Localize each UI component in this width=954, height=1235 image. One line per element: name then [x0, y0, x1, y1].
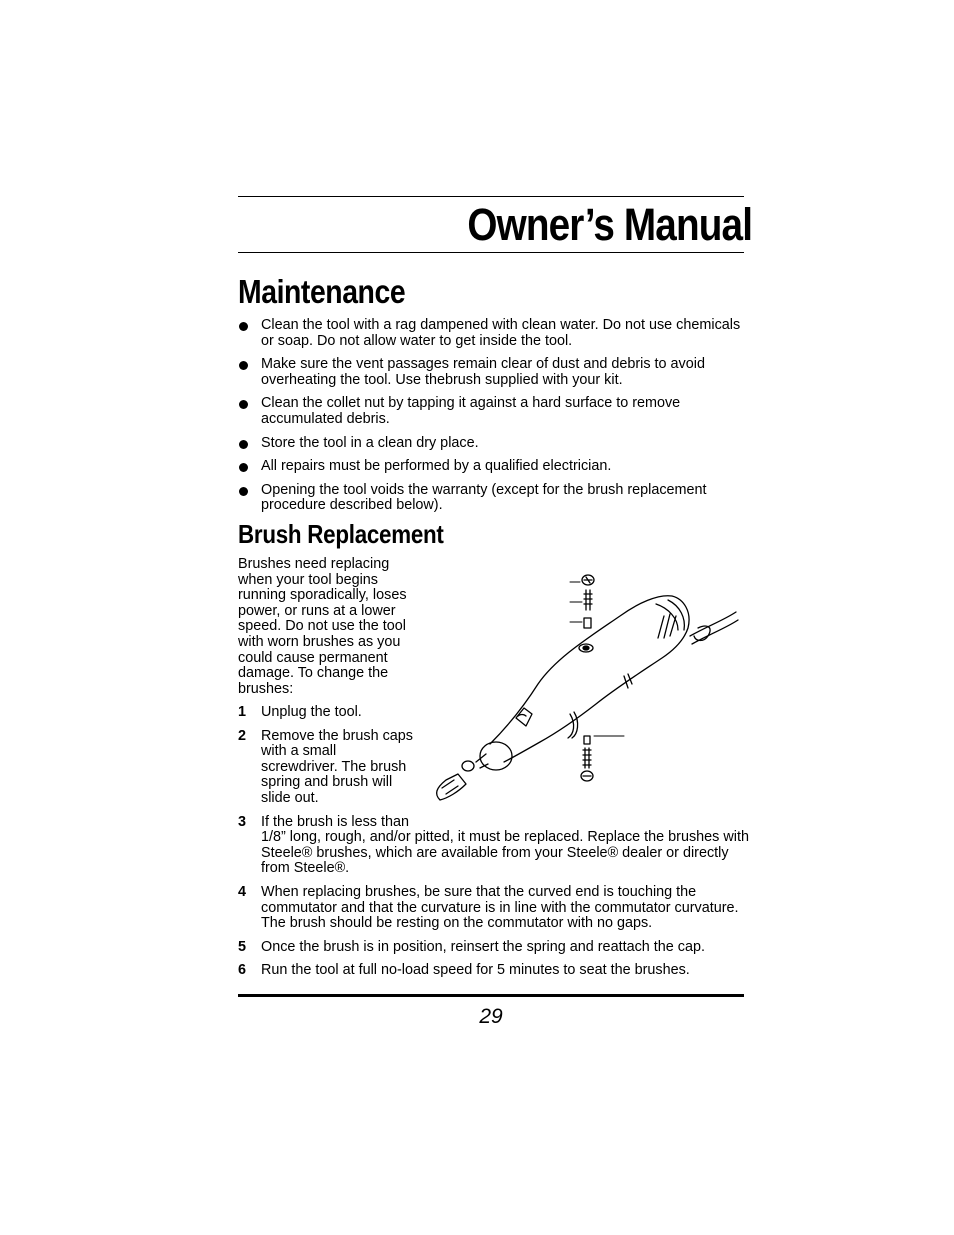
step-number: 3 [238, 813, 247, 830]
brush-intro-paragraph: Brushes need replacing when your tool begins running sporadically, loses power, or runs at a lower speed. Do not use the tool with worn brushes as you could cause permanent damage. To change the brushes: [238, 556, 407, 697]
list-item: Opening the tool voids the warranty (except for the brush replacement procedure described below). [238, 483, 748, 514]
brush-cap-top [582, 575, 594, 628]
bullet-icon [239, 400, 248, 409]
list-item: 2 Remove the brush caps with a small screwdriver. The brush spring and brush will slide out. [238, 727, 413, 806]
brush-replacement-heading: Brush Replacement [238, 519, 444, 549]
list-item: Store the tool in a clean dry place. [238, 436, 748, 452]
list-item: Clean the tool with a rag dampened with clean water. Do not use chemicals or soap. Do not allow water to get inside the tool. [238, 318, 748, 349]
list-item: All repairs must be performed by a qualified electrician. [238, 459, 748, 475]
page-title: Owner’s Manual [467, 199, 752, 250]
bullet-icon [239, 487, 248, 496]
maintenance-heading: Maintenance [238, 273, 406, 310]
bullet-icon [239, 463, 248, 472]
list-item: 6 Run the tool at full no-load speed for 5 minutes to seat the brushes. [238, 962, 690, 979]
step-number: 5 [238, 938, 247, 955]
power-cord [690, 612, 738, 644]
collet-nose [437, 742, 512, 800]
step-number: 4 [238, 883, 247, 900]
list-item: 5 Once the brush is in position, reinsert the spring and reattach the cap. [238, 938, 705, 955]
list-item: Clean the collet nut by tapping it against a hard surface to remove accumulated debris. [238, 396, 748, 427]
bullet-icon [239, 361, 248, 370]
page-number: 29 [479, 1005, 503, 1028]
footer-rule [238, 994, 744, 997]
rotary-tool-illustration [428, 566, 744, 810]
header-rule-top [238, 196, 744, 197]
list-item: 3 If the brush is less than 1/8” long, rough, and/or pitted, it must be replaced. Replace the brushes with Steele® brushes, which are available from your Steele® dealer or directly from Steele®. [238, 813, 749, 877]
maintenance-list [238, 318, 748, 522]
list-item: 1 Unplug the tool. [238, 704, 362, 720]
bullet-icon [239, 440, 248, 449]
callout-lines [570, 582, 624, 736]
step-number: 1 [238, 704, 247, 720]
step-number: 6 [238, 962, 247, 979]
brush-cap-bottom [581, 736, 593, 781]
list-item: 4 When replacing brushes, be sure that the curved end is touching the commutator and that the curvature is in line with the commutator curvature. The brush should be resting on the commutator with no gaps. [238, 883, 739, 932]
bullet-icon [239, 322, 248, 331]
header-rule-bottom [238, 252, 744, 253]
step-number: 2 [238, 727, 247, 744]
list-item: Make sure the vent passages remain clear of dust and debris to avoid overheating the tool. Use thebrush supplied with your kit. [238, 357, 748, 388]
